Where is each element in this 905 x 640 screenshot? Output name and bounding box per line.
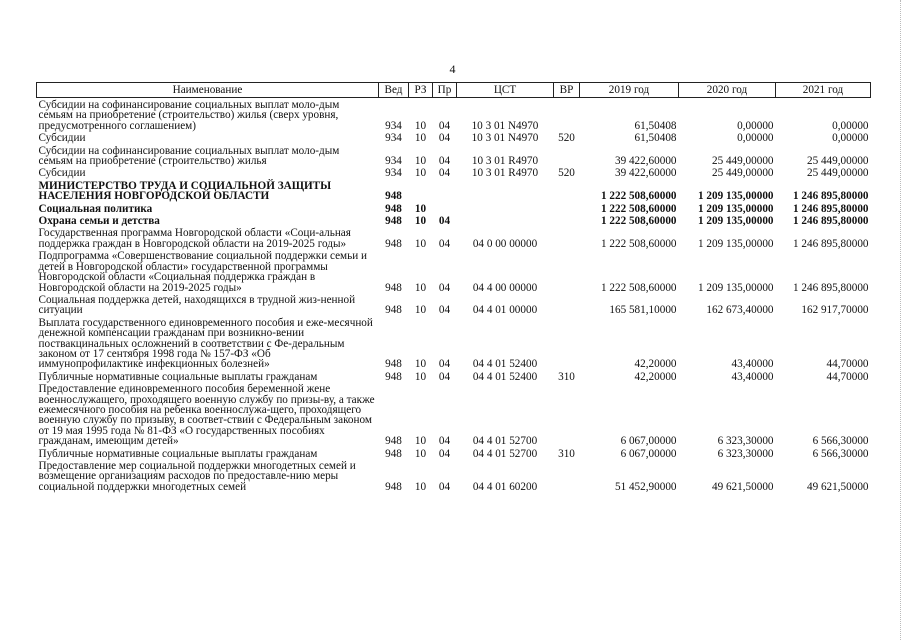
cell-2021: 0,00000 (832, 132, 869, 145)
cell-pr: 04 (438, 237, 451, 250)
table-row (37, 202, 871, 214)
cell-cst: 04 4 01 00000 (472, 304, 538, 317)
cell-cst: 04 4 01 52400 (472, 358, 538, 371)
cell-rz: 10 (414, 237, 427, 250)
cell-pr: 04 (438, 358, 451, 371)
cell-cst: 04 4 00 00000 (472, 281, 538, 294)
cell-name: Выплата государственного единовременного пособия и еже-месячной денежной компенсации гражданам при возникно-вении поствакцинальных осложнений в соответствии с Фе-деральным законом от 17 сентября 1998 года № 157-ФЗ «Об иммунопрофилактике инфекционных болезней» (38, 316, 373, 371)
cell-vr (554, 214, 580, 226)
cell-ved: 948 (385, 304, 402, 317)
cell-2019: 1 222 508,60000 (600, 281, 677, 294)
col-header-2021: 2021 год (776, 83, 871, 98)
cell-rz (409, 179, 433, 202)
cell-rz: 10 (414, 370, 427, 383)
cell-2020: 43,40000 (731, 370, 774, 383)
cell-vr (554, 316, 580, 370)
cell-vr: 520 (558, 167, 575, 180)
cell-name: Социальная политика (38, 202, 153, 215)
cell-ved: 948 (385, 281, 402, 294)
col-header-2019: 2019 год (580, 83, 679, 98)
cell-2021: 44,70000 (826, 370, 869, 383)
budget-table (36, 82, 871, 492)
cell-name: Государственная программа Новгородской области «Соци-альная поддержка граждан в Новгородской области на 2019-2025 годы» (38, 227, 351, 250)
cell-pr: 04 (438, 215, 451, 228)
cell-rz: 10 (414, 447, 427, 460)
col-header-name: Наименование (37, 83, 379, 98)
cell-vr (554, 179, 580, 202)
cell-2020: 25 449,00000 (711, 155, 774, 168)
cell-2021: 1 246 895,80000 (792, 237, 869, 250)
cell-2021: 162 917,70000 (801, 304, 869, 317)
cell-pr (433, 202, 457, 214)
cell-2021: 44,70000 (826, 358, 869, 371)
page-number: 4 (449, 62, 456, 76)
cell-vr (554, 226, 580, 249)
cell-pr: 04 (438, 132, 451, 145)
cell-2019: 1 222 508,60000 (600, 190, 677, 203)
cell-name: Субсидии на софинансирование социальных выплат моло-дым семьям на приобретение (строительство) жилья (сверх уровня, предусмотренного соглашением) (38, 99, 340, 132)
cell-vr (554, 293, 580, 316)
cell-cst: 10 3 01 N4970 (471, 119, 539, 132)
cell-cst: 10 3 01 R4970 (471, 167, 539, 180)
cell-name: Субсидии (38, 132, 86, 145)
table-row (37, 459, 871, 492)
cell-name: Предоставление мер социальной поддержки многодетных семей и возмещение организациям расходов по предоставле-нию меры социальной поддержки многодетных семей (38, 460, 356, 493)
cell-name: МИНИСТЕРСТВО ТРУДА И СОЦИАЛЬНОЙ ЗАЩИТЫ НАСЕЛЕНИЯ НОВГОРОДСКОЙ ОБЛАСТИ (38, 179, 332, 203)
cell-ved: 948 (385, 215, 402, 228)
table-row (37, 214, 871, 226)
cell-rz: 10 (414, 215, 427, 228)
cell-ved: 934 (385, 132, 402, 145)
cell-2020: 1 209 135,00000 (697, 215, 774, 228)
cell-2019: 165 581,10000 (609, 304, 677, 317)
cell-vr (554, 144, 580, 167)
cell-2020: 43,40000 (731, 358, 774, 371)
cell-cst (457, 179, 554, 202)
col-header-pr: Пр (433, 83, 457, 98)
cell-2021: 1 246 895,80000 (792, 215, 869, 228)
cell-cst: 04 4 01 60200 (472, 480, 538, 493)
cell-cst (457, 202, 554, 214)
cell-pr: 04 (438, 167, 451, 180)
cell-rz: 10 (414, 480, 427, 493)
cell-2019: 42,20000 (634, 370, 677, 383)
col-header-ved: Вед (379, 83, 409, 98)
table-row (37, 179, 871, 202)
cell-2019: 51 452,90000 (614, 480, 677, 493)
cell-rz: 10 (414, 435, 427, 448)
table-row (37, 370, 871, 382)
cell-name: Подпрограмма «Совершенствование социальной поддержки семьи и детей в Новгородской области» государственной программы Новгородской области «Социальная поддержка граждан в Новгородской области на 2019-2025 годы» (38, 250, 368, 294)
cell-rz: 10 (414, 304, 427, 317)
cell-rz: 10 (414, 167, 427, 180)
cell-2020: 0,00000 (737, 132, 774, 145)
cell-pr: 04 (438, 304, 451, 317)
cell-2021: 1 246 895,80000 (792, 190, 869, 203)
cell-2020: 1 209 135,00000 (697, 190, 774, 203)
cell-2020: 6 323,30000 (717, 447, 774, 460)
table-row (37, 382, 871, 446)
table-header-row (37, 83, 871, 98)
cell-cst: 04 0 00 00000 (472, 237, 538, 250)
cell-vr (554, 202, 580, 214)
cell-vr: 520 (558, 132, 575, 145)
cell-2019: 39 422,60000 (614, 167, 677, 180)
cell-name: Субсидии на софинансирование социальных выплат моло-дым семьям на приобретение (строительство) жилья (38, 144, 340, 168)
cell-ved: 948 (385, 237, 402, 250)
cell-ved: 934 (385, 155, 402, 168)
cell-rz: 10 (414, 155, 427, 168)
cell-2020: 162 673,40000 (706, 304, 774, 317)
cell-2020: 6 323,30000 (717, 435, 774, 448)
cell-name: Охрана семьи и детства (38, 215, 160, 228)
cell-2021: 1 246 895,80000 (792, 202, 869, 215)
cell-vr: 310 (558, 370, 575, 383)
cell-2021: 1 246 895,80000 (792, 281, 869, 294)
cell-pr: 04 (438, 155, 451, 168)
cell-2019: 42,20000 (634, 358, 677, 371)
cell-2019: 61,50408 (634, 119, 677, 132)
cell-ved: 948 (385, 202, 402, 215)
cell-cst: 10 3 01 R4970 (471, 155, 539, 168)
scan-edge (898, 0, 901, 640)
cell-rz: 10 (414, 281, 427, 294)
cell-2021: 25 449,00000 (806, 167, 869, 180)
cell-cst: 04 4 01 52700 (472, 447, 538, 460)
cell-2020: 1 209 135,00000 (697, 202, 774, 215)
cell-ved: 934 (385, 167, 402, 180)
cell-pr: 04 (438, 480, 451, 493)
table-row (37, 316, 871, 370)
cell-cst: 04 4 01 52700 (472, 435, 538, 448)
table-row (37, 447, 871, 459)
cell-vr (554, 98, 580, 132)
table-row (37, 249, 871, 293)
cell-2021: 25 449,00000 (806, 155, 869, 168)
cell-name: Субсидии (38, 167, 86, 180)
cell-2021: 6 566,30000 (812, 435, 869, 448)
cell-ved: 948 (385, 447, 402, 460)
cell-pr: 04 (438, 370, 451, 383)
cell-2020: 49 621,50000 (711, 480, 774, 493)
cell-cst (457, 214, 554, 226)
cell-2019: 1 222 508,60000 (600, 202, 677, 215)
cell-vr (554, 249, 580, 293)
cell-cst: 04 4 01 52400 (472, 370, 538, 383)
table-row (37, 293, 871, 316)
cell-vr (554, 459, 580, 492)
table-row (37, 166, 871, 178)
cell-2020: 0,00000 (737, 119, 774, 132)
cell-name: Предоставление единовременного пособия беременной жене военнослужащего, проходящего военную службу по призы-ву, а также ежемесячного пособия на ребенка военнослужа-щего, проходящего военную службу по призыву, в соответ-ствии с Федеральным законом от 19 мая 1995 года № 81-ФЗ «О государственных пособиях гражданам, имеющим детей» (38, 383, 375, 448)
cell-pr (433, 179, 457, 202)
cell-ved: 948 (385, 480, 402, 493)
cell-name: Публичные нормативные социальные выплаты гражданам (38, 447, 318, 460)
cell-rz: 10 (414, 119, 427, 132)
cell-2021: 6 566,30000 (812, 447, 869, 460)
cell-vr: 310 (558, 447, 575, 460)
table-row (37, 144, 871, 167)
cell-pr: 04 (438, 447, 451, 460)
cell-name: Социальная поддержка детей, находящихся в трудной жиз-ненной ситуации (38, 293, 356, 317)
cell-2019: 6 067,00000 (620, 435, 677, 448)
cell-2020: 1 209 135,00000 (697, 281, 774, 294)
table-row (37, 226, 871, 249)
table-row (37, 131, 871, 143)
cell-pr: 04 (438, 435, 451, 448)
cell-ved: 948 (385, 358, 402, 371)
cell-rz: 10 (414, 358, 427, 371)
cell-ved: 948 (385, 435, 402, 448)
col-header-rz: РЗ (409, 83, 433, 98)
cell-pr: 04 (438, 119, 451, 132)
col-header-cst: ЦСТ (457, 83, 554, 98)
cell-2021: 49 621,50000 (806, 480, 869, 493)
cell-2019: 6 067,00000 (620, 447, 677, 460)
cell-rz: 10 (414, 132, 427, 145)
cell-2020: 1 209 135,00000 (697, 237, 774, 250)
cell-2019: 39 422,60000 (614, 155, 677, 168)
cell-ved: 948 (385, 190, 402, 203)
col-header-2020: 2020 год (679, 83, 776, 98)
cell-rz: 10 (414, 202, 427, 215)
cell-cst: 10 3 01 N4970 (471, 132, 539, 145)
cell-2020: 25 449,00000 (711, 167, 774, 180)
cell-vr (554, 382, 580, 446)
cell-ved: 934 (385, 119, 402, 132)
table-row (37, 98, 871, 132)
cell-2019: 1 222 508,60000 (600, 237, 677, 250)
cell-2021: 0,00000 (832, 119, 869, 132)
cell-ved: 948 (385, 370, 402, 383)
cell-2019: 1 222 508,60000 (600, 215, 677, 228)
cell-2019: 61,50408 (634, 132, 677, 145)
cell-name: Публичные нормативные социальные выплаты гражданам (38, 370, 318, 383)
col-header-vr: ВР (554, 83, 580, 98)
cell-pr: 04 (438, 281, 451, 294)
